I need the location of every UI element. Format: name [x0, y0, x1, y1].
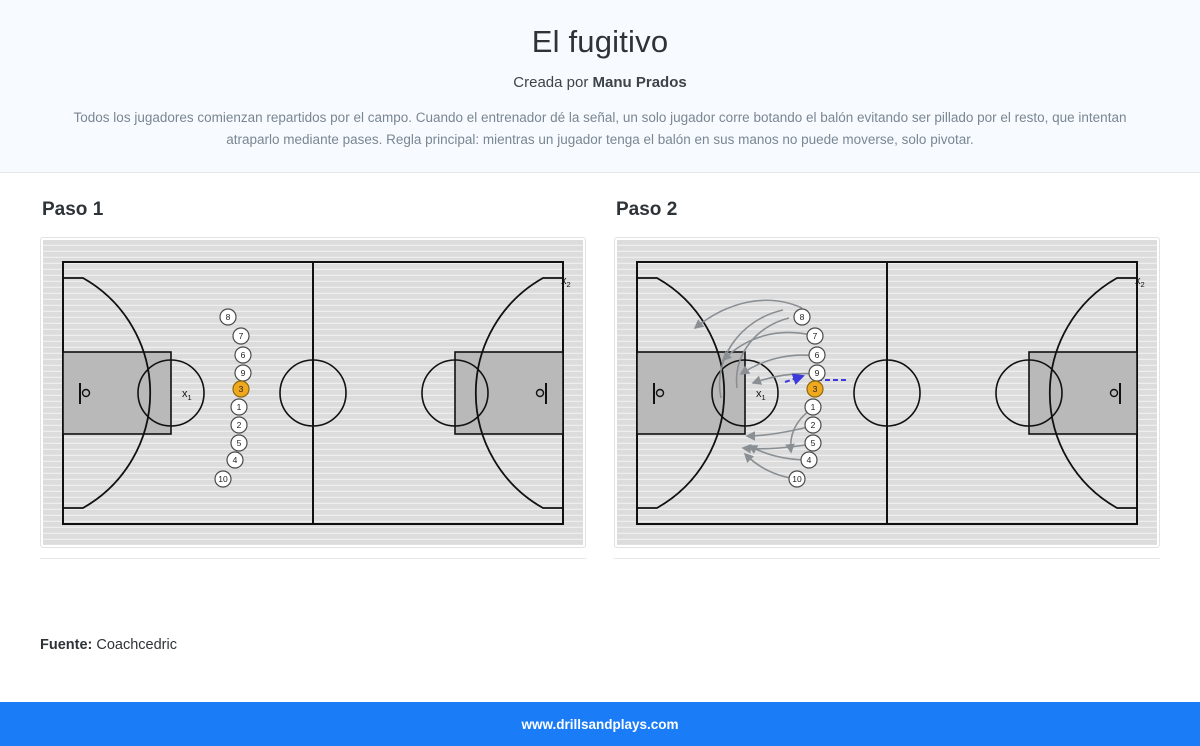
player-8-label: 8	[225, 311, 231, 322]
player-token-10	[789, 471, 805, 487]
source-line	[40, 637, 1160, 653]
player-8-label: 8	[799, 311, 805, 322]
steps-container	[40, 199, 1160, 559]
player-token-5	[231, 435, 247, 451]
player-10-label: 10	[792, 473, 802, 484]
player-4-label: 4	[232, 454, 238, 465]
player-7-label: 7	[812, 330, 818, 341]
marker-x1-label: $x_1$	[756, 387, 766, 402]
source-label: Fuente:	[40, 636, 93, 653]
player-2-label: 2	[810, 419, 816, 430]
player-token-3	[807, 381, 823, 397]
main-content	[0, 173, 1200, 653]
player-token-7	[233, 328, 249, 344]
player-token-9	[809, 365, 825, 381]
player-token-4	[227, 452, 243, 468]
page-footer	[0, 702, 1200, 746]
player-token-7	[807, 328, 823, 344]
player-token-2	[231, 417, 247, 433]
step-1-court-diagram	[43, 240, 583, 545]
player-token-8	[794, 309, 810, 325]
player-token-1	[805, 399, 821, 415]
player-token-2	[805, 417, 821, 433]
player-2-label: 2	[236, 419, 242, 430]
page-title: El fugitivo	[531, 24, 669, 59]
step-1-divider	[40, 558, 586, 559]
player-10-label: 10	[218, 473, 228, 484]
player-token-1	[231, 399, 247, 415]
marker-x2-label: $x_2$	[561, 274, 571, 289]
player-1-label: 1	[236, 401, 242, 412]
player-5-label: 5	[810, 437, 816, 448]
drill-description: Todos los jugadores comienzan repartidos por el campo. Cuando el entrenador dé la señal, un solo jugador corre botando el balón evitando ser pillado por el resto, que intentan atraparlo mediante pases. Regla principal: mientras un jugador tenga el balón en sus manos no puede moverse, solo pivotar.	[73, 110, 1127, 148]
player-4-label: 4	[806, 454, 812, 465]
player-token-8	[220, 309, 236, 325]
source-value: Coachcedric	[96, 636, 177, 653]
step-2-divider	[614, 558, 1160, 559]
player-token-9	[235, 365, 251, 381]
step-1-court-frame	[40, 237, 586, 548]
byline	[30, 74, 1170, 91]
player-3-label: 3	[812, 383, 818, 394]
player-token-4	[801, 452, 817, 468]
player-6-label: 6	[814, 349, 820, 360]
player-token-6	[235, 347, 251, 363]
step-2	[614, 199, 1160, 559]
player-9-label: 9	[240, 367, 246, 378]
player-3-label: 3	[238, 383, 244, 394]
marker-x2-label: $x_2$	[1135, 274, 1145, 289]
player-token-3	[233, 381, 249, 397]
player-9-label: 9	[814, 367, 820, 378]
player-7-label: 7	[238, 330, 244, 341]
step-2-court-frame	[614, 237, 1160, 548]
player-token-6	[809, 347, 825, 363]
player-token-5	[805, 435, 821, 451]
author-name: Manu Prados	[592, 74, 687, 91]
player-token-10	[215, 471, 231, 487]
player-1-label: 1	[810, 401, 816, 412]
marker-x1-label: $x_1$	[182, 387, 192, 402]
step-1-title: Paso 1	[42, 198, 104, 220]
page-header	[0, 0, 1200, 173]
byline-prefix: Creada por	[513, 74, 589, 91]
step-1	[40, 199, 586, 559]
player-5-label: 5	[236, 437, 242, 448]
step-2-title: Paso 2	[616, 198, 678, 220]
footer-site-link[interactable]: www.drillsandplays.com	[521, 716, 679, 732]
player-6-label: 6	[240, 349, 246, 360]
step-2-court-diagram	[617, 240, 1157, 545]
